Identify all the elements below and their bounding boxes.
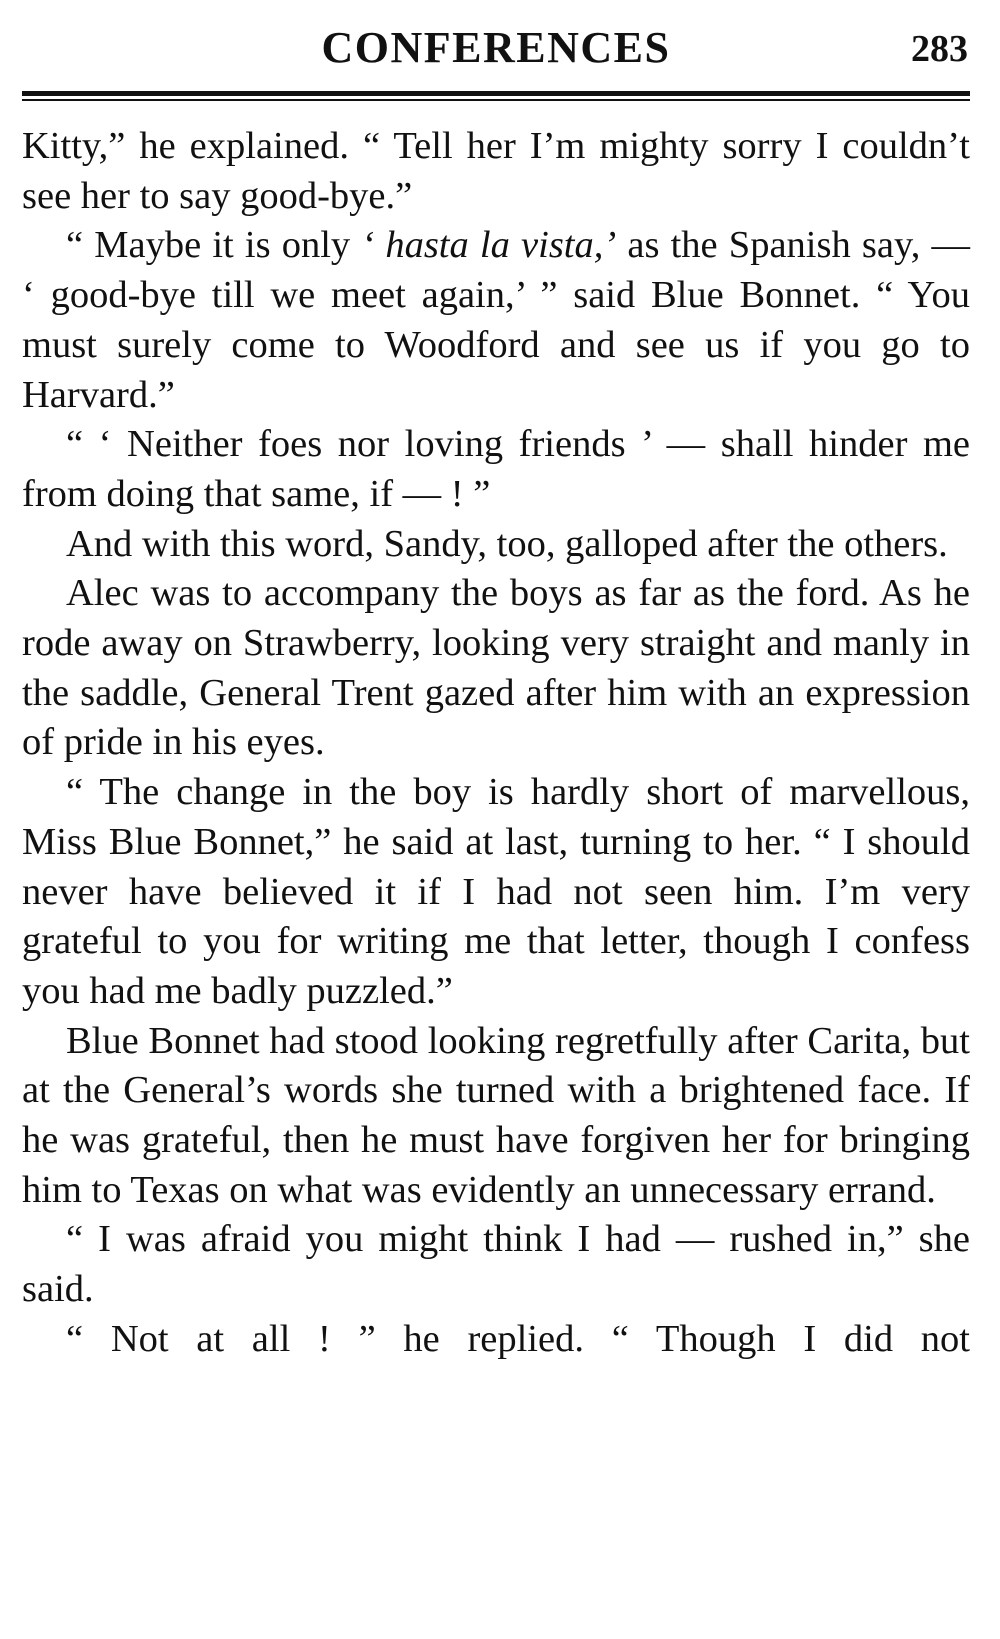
paragraph-p3 (22, 420, 970, 519)
text-segment: Blue Bonnet had stood looking regretfully after Carita, but at the General’s words she turned with a brightened face. If he was grateful, then he must have forgiven her for bringing him to Texas on what was evidently an unnecessary errand. (22, 1019, 970, 1211)
paragraph-p1 (22, 122, 970, 221)
paragraph-p4 (22, 520, 970, 570)
book-page (22, 0, 971, 1360)
text-segment: “ I was afraid you might think I had — rushed in,” she said. (22, 1218, 970, 1311)
text-segment: as the Spanish say, — ‘ good-bye till we meet again,’ ” said Blue Bonnet. “ You must surely come to Woodford and see us if you go to Harvard.” (22, 224, 971, 416)
text-segment: “ The change in the boy is hardly short of marvellous, Miss Blue Bonnet,” he said at last, turning to her. “ I should never have believed it if I had not seen him. I’m very grateful to you for writing me that letter, though I confess you had me badly puzzled.” (22, 771, 970, 1012)
header-rule-thick (22, 91, 970, 96)
page-header (22, 0, 970, 82)
header-rule-thin (22, 99, 970, 101)
text-segment: Alec was to accompany the boys as far as the ford. As he rode away on Strawberry, looking very straight and manly in the saddle, General Trent gazed after him with an expression of pride in his eyes. (22, 572, 970, 764)
header-rule (22, 91, 970, 103)
paragraph-p6 (22, 768, 970, 1017)
text-segment: “ Not at all ! ” he replied. “ Though I did not (66, 1317, 970, 1360)
text-segment: “ Maybe it is only (66, 224, 362, 267)
italic-phrase: ‘ hasta la vista,’ (361, 224, 617, 267)
paragraph-p8 (22, 1215, 970, 1314)
paragraph-p5 (22, 569, 970, 768)
text-segment: Kitty,” he explained. “ Tell her I’m mighty sorry I couldn’t see her to say good-bye.” (22, 125, 970, 217)
running-head-title: CONFERENCES (321, 23, 671, 72)
paragraph-p7 (22, 1017, 970, 1216)
paragraph-p9 (22, 1315, 970, 1365)
text-segment: And with this word, Sandy, too, galloped after the others. (66, 522, 948, 565)
text-segment: “ ‘ Neither foes nor loving friends ’ — shall hinder me from doing that same, if — ! ” (22, 423, 970, 515)
body-text (22, 122, 970, 1365)
page-number: 283 (911, 28, 968, 70)
paragraph-p2 (22, 221, 970, 420)
